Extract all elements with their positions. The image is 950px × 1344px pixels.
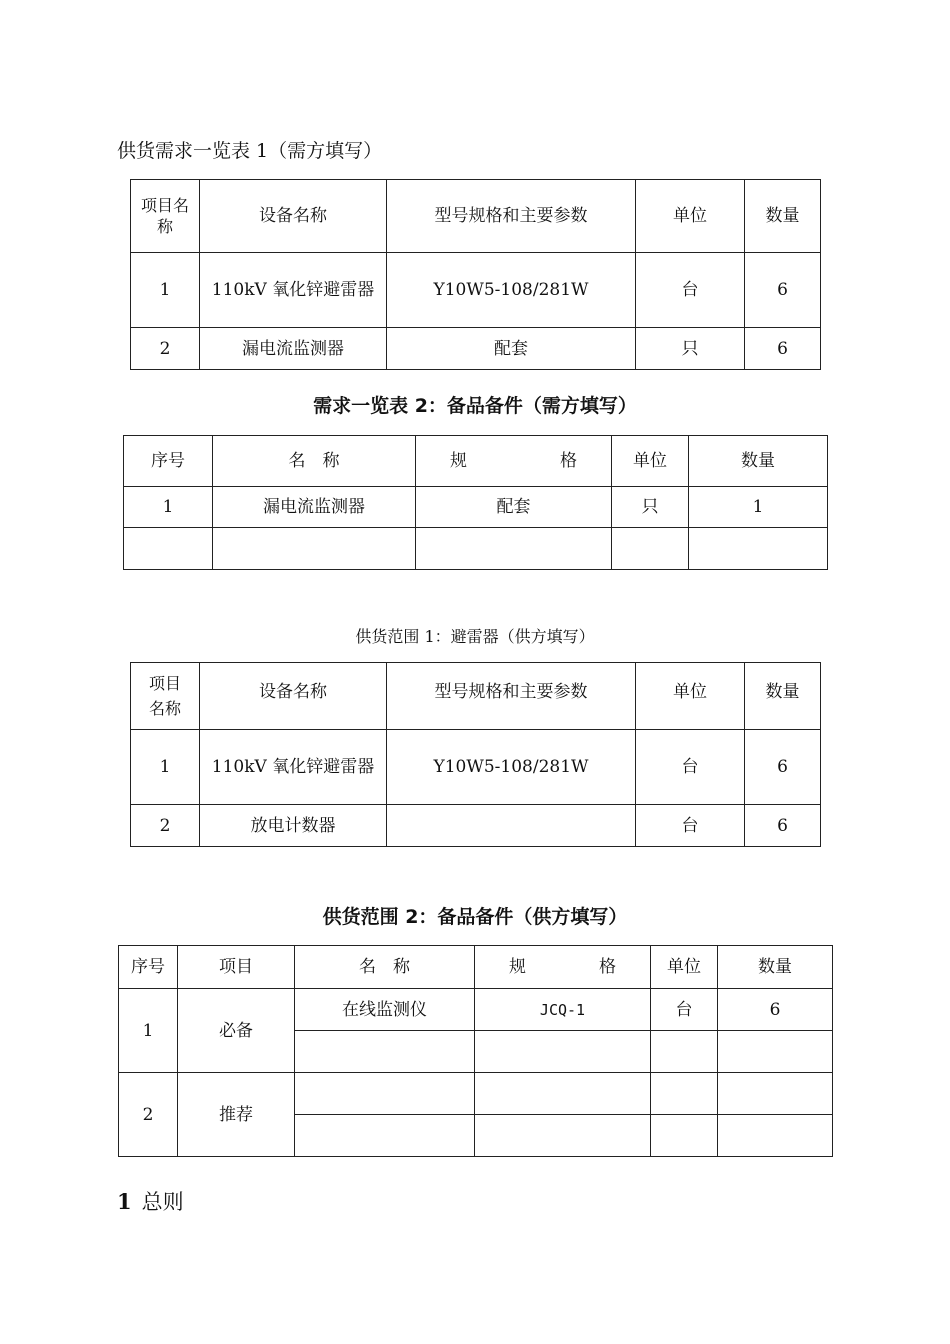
t2-header-qty: 数量	[689, 436, 828, 487]
t3-cell: 台	[636, 730, 745, 805]
t1-cell: 只	[636, 328, 745, 370]
t1-header-qty: 数量	[745, 180, 821, 253]
t2-cell: 1	[124, 487, 213, 528]
table-row	[131, 805, 821, 847]
t4-cell: 必备	[178, 989, 295, 1073]
t1-cell: Y10W5-108/281W	[387, 253, 636, 328]
t3-header-item-b: 名称	[148, 699, 181, 718]
table3-title: 供货范围 1：避雷器（供方填写）	[355, 627, 595, 646]
table-row	[124, 487, 828, 528]
t3-cell: 110kV 氧化锌避雷器	[200, 730, 387, 805]
t4-cell	[295, 1115, 475, 1157]
section-heading	[117, 1186, 184, 1216]
t1-cell: 6	[745, 253, 821, 328]
t2-header-no: 序号	[124, 436, 213, 487]
t3-header-item-a: 项目	[148, 674, 181, 693]
table2-title: 需求一览表 2：备品备件（需方填写）	[313, 395, 637, 417]
t4-cell: 6	[718, 989, 833, 1031]
t2-header-unit: 单位	[612, 436, 689, 487]
table3	[130, 662, 821, 847]
t1-cell: 1	[131, 253, 200, 328]
t3-cell: 放电计数器	[200, 805, 387, 847]
t3-cell: 1	[131, 730, 200, 805]
t1-cell: 2	[131, 328, 200, 370]
table-row	[124, 528, 828, 570]
t4-header-item: 项目	[178, 946, 295, 989]
t4-cell	[475, 1031, 651, 1073]
table-row	[131, 730, 821, 805]
t3-cell: 2	[131, 805, 200, 847]
t4-header-spec	[475, 946, 651, 989]
table-row	[119, 989, 833, 1031]
t4-cell: 台	[651, 989, 718, 1031]
t2-cell	[416, 528, 612, 570]
t2-cell: 配套	[416, 487, 612, 528]
t3-header-qty: 数量	[745, 663, 821, 730]
section-title: 总则	[141, 1190, 184, 1214]
t2-header-spec-b: 格	[560, 451, 577, 471]
t4-cell: JCQ-1	[475, 989, 651, 1031]
table2	[123, 435, 828, 570]
t2-header-spec	[416, 436, 612, 487]
t4-cell: 1	[119, 989, 178, 1073]
table-row	[131, 253, 821, 328]
t3-header-spec: 型号规格和主要参数	[387, 663, 636, 730]
t4-cell: 推荐	[178, 1073, 295, 1157]
t4-cell	[718, 1031, 833, 1073]
t1-header-name: 设备名称	[200, 180, 387, 253]
t4-cell	[475, 1115, 651, 1157]
t1-cell: 台	[636, 253, 745, 328]
t3-header-item	[131, 663, 200, 730]
t2-cell	[612, 528, 689, 570]
table1-title: 供货需求一览表 1（需方填写）	[117, 140, 383, 162]
t4-cell	[295, 1073, 475, 1115]
t4-header-unit: 单位	[651, 946, 718, 989]
table-row	[119, 1073, 833, 1115]
t4-header-qty: 数量	[718, 946, 833, 989]
t4-cell	[295, 1031, 475, 1073]
t1-header-unit: 单位	[636, 180, 745, 253]
t2-header-spec-a: 规	[450, 451, 467, 471]
t4-cell	[651, 1031, 718, 1073]
table4-title: 供货范围 2：备品备件（供方填写）	[322, 906, 628, 928]
t2-cell	[213, 528, 416, 570]
table1	[130, 179, 821, 370]
t4-header-spec-b: 格	[599, 957, 616, 977]
t2-cell	[124, 528, 213, 570]
t4-cell	[475, 1073, 651, 1115]
t2-cell: 漏电流监测器	[213, 487, 416, 528]
t3-cell: 6	[745, 730, 821, 805]
table4	[118, 945, 833, 1157]
t2-cell	[689, 528, 828, 570]
t4-header-spec-a: 规	[509, 957, 526, 977]
t4-cell: 在线监测仪	[295, 989, 475, 1031]
t4-cell	[651, 1115, 718, 1157]
t4-cell: 2	[119, 1073, 178, 1157]
t4-header-name: 名 称	[295, 946, 475, 989]
t1-header-spec: 型号规格和主要参数	[387, 180, 636, 253]
t2-cell: 1	[689, 487, 828, 528]
t1-cell: 6	[745, 328, 821, 370]
table-row	[131, 328, 821, 370]
t4-cell	[718, 1115, 833, 1157]
t1-cell: 110kV 氧化锌避雷器	[200, 253, 387, 328]
section-number: 1	[117, 1189, 132, 1214]
t4-cell	[651, 1073, 718, 1115]
t1-header-item: 项目名称	[131, 180, 200, 253]
t3-header-unit: 单位	[636, 663, 745, 730]
t4-header-no: 序号	[119, 946, 178, 989]
t4-cell	[718, 1073, 833, 1115]
t1-cell: 漏电流监测器	[200, 328, 387, 370]
t1-cell: 配套	[387, 328, 636, 370]
t3-cell: 台	[636, 805, 745, 847]
t3-cell: Y10W5-108/281W	[387, 730, 636, 805]
t3-cell: 6	[745, 805, 821, 847]
t2-header-name: 名 称	[213, 436, 416, 487]
t3-header-name: 设备名称	[200, 663, 387, 730]
t3-cell	[387, 805, 636, 847]
t2-cell: 只	[612, 487, 689, 528]
